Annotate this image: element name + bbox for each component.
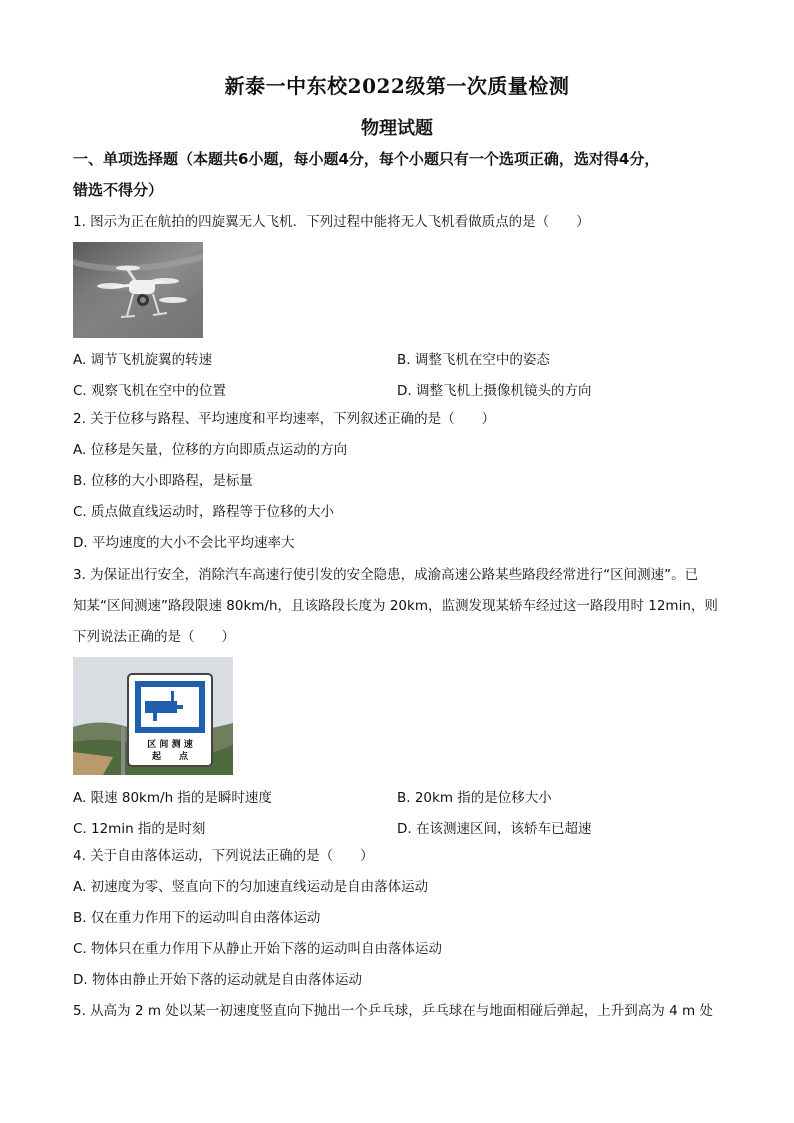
speed-sign-illustration [73, 657, 233, 775]
question-4-option-a: A. 初速度为零、竖直向下的匀加速直线运动是自由落体运动 [73, 879, 429, 895]
exam-subtitle: 物理试题 [361, 118, 433, 139]
question-2-option-a: A. 位移是矢量，位移的方向即质点运动的方向 [73, 442, 348, 458]
question-1-option-b: B. 调整飞机在空中的姿态 [397, 352, 550, 368]
question-1-option-c: C. 观察飞机在空中的位置 [73, 383, 227, 399]
question-2-stem: 2. 关于位移与路程、平均速度和平均速率，下列叙述正确的是（ ） [73, 411, 496, 427]
drone-illustration [73, 242, 203, 338]
question-2-option-d: D. 平均速度的大小不会比平均速率大 [73, 535, 295, 551]
question-1-option-a: A. 调节飞机旋翼的转速 [73, 352, 213, 368]
question-3-stem-line3: 下列说法正确的是（ ） [73, 629, 235, 645]
question-3-stem-line1: 3. 为保证出行安全，消除汽车高速行使引发的安全隐患，成渝高速公路某些路段经常进行“区间测速”。已 [73, 567, 699, 583]
question-2-option-c: C. 质点做直线运动时，路程等于位移的大小 [73, 504, 335, 520]
drone-photo [73, 242, 203, 338]
question-3-option-b: B. 20km 指的是位移大小 [397, 790, 552, 806]
question-5-stem: 5. 从高为 2 m 处以某一初速度竖直向下抛出一个乒乓球，乒乓球在与地面相碰后弹起，上升到高为 4 m 处 [73, 1003, 713, 1019]
exam-title: 新泰一中东校2022级第一次质量检测 [224, 74, 570, 98]
question-4-stem: 4. 关于自由落体运动，下列说法正确的是（ ） [73, 848, 374, 864]
section-heading-line2: 错选不得分） [73, 181, 164, 199]
question-1-option-d: D. 调整飞机上摄像机镜头的方向 [397, 383, 592, 399]
speed-camera-sign-photo [73, 657, 233, 775]
question-1-stem: 1. 图示为正在航拍的四旋翼无人飞机．下列过程中能将无人飞机看做质点的是（ ） [73, 214, 590, 230]
section-heading-line1: 一、单项选择题（本题共6小题，每小题4分，每个小题只有一个选项正确，选对得4分， [73, 150, 660, 168]
question-4-option-c: C. 物体只在重力作用下从静止开始下落的运动叫自由落体运动 [73, 941, 443, 957]
sign-text-line1: 区 间 测 速 [147, 740, 193, 750]
question-4-option-d: D. 物体由静止开始下落的运动就是自由落体运动 [73, 972, 362, 988]
question-3-option-c: C. 12min 指的是时刻 [73, 821, 206, 837]
sign-text-line2: 起 点 [151, 752, 189, 762]
question-3-stem-line2: 知某“区间测速”路段限速 80km/h，且该路段长度为 20km，监测发现某轿车经过这一路段用时 12min，则 [73, 598, 718, 614]
question-3-option-d: D. 在该测速区间，该轿车已超速 [397, 821, 592, 837]
question-4-option-b: B. 仅在重力作用下的运动叫自由落体运动 [73, 910, 321, 926]
question-3-option-a: A. 限速 80km/h 指的是瞬时速度 [73, 790, 272, 806]
question-2-option-b: B. 位移的大小即路程，是标量 [73, 473, 253, 489]
